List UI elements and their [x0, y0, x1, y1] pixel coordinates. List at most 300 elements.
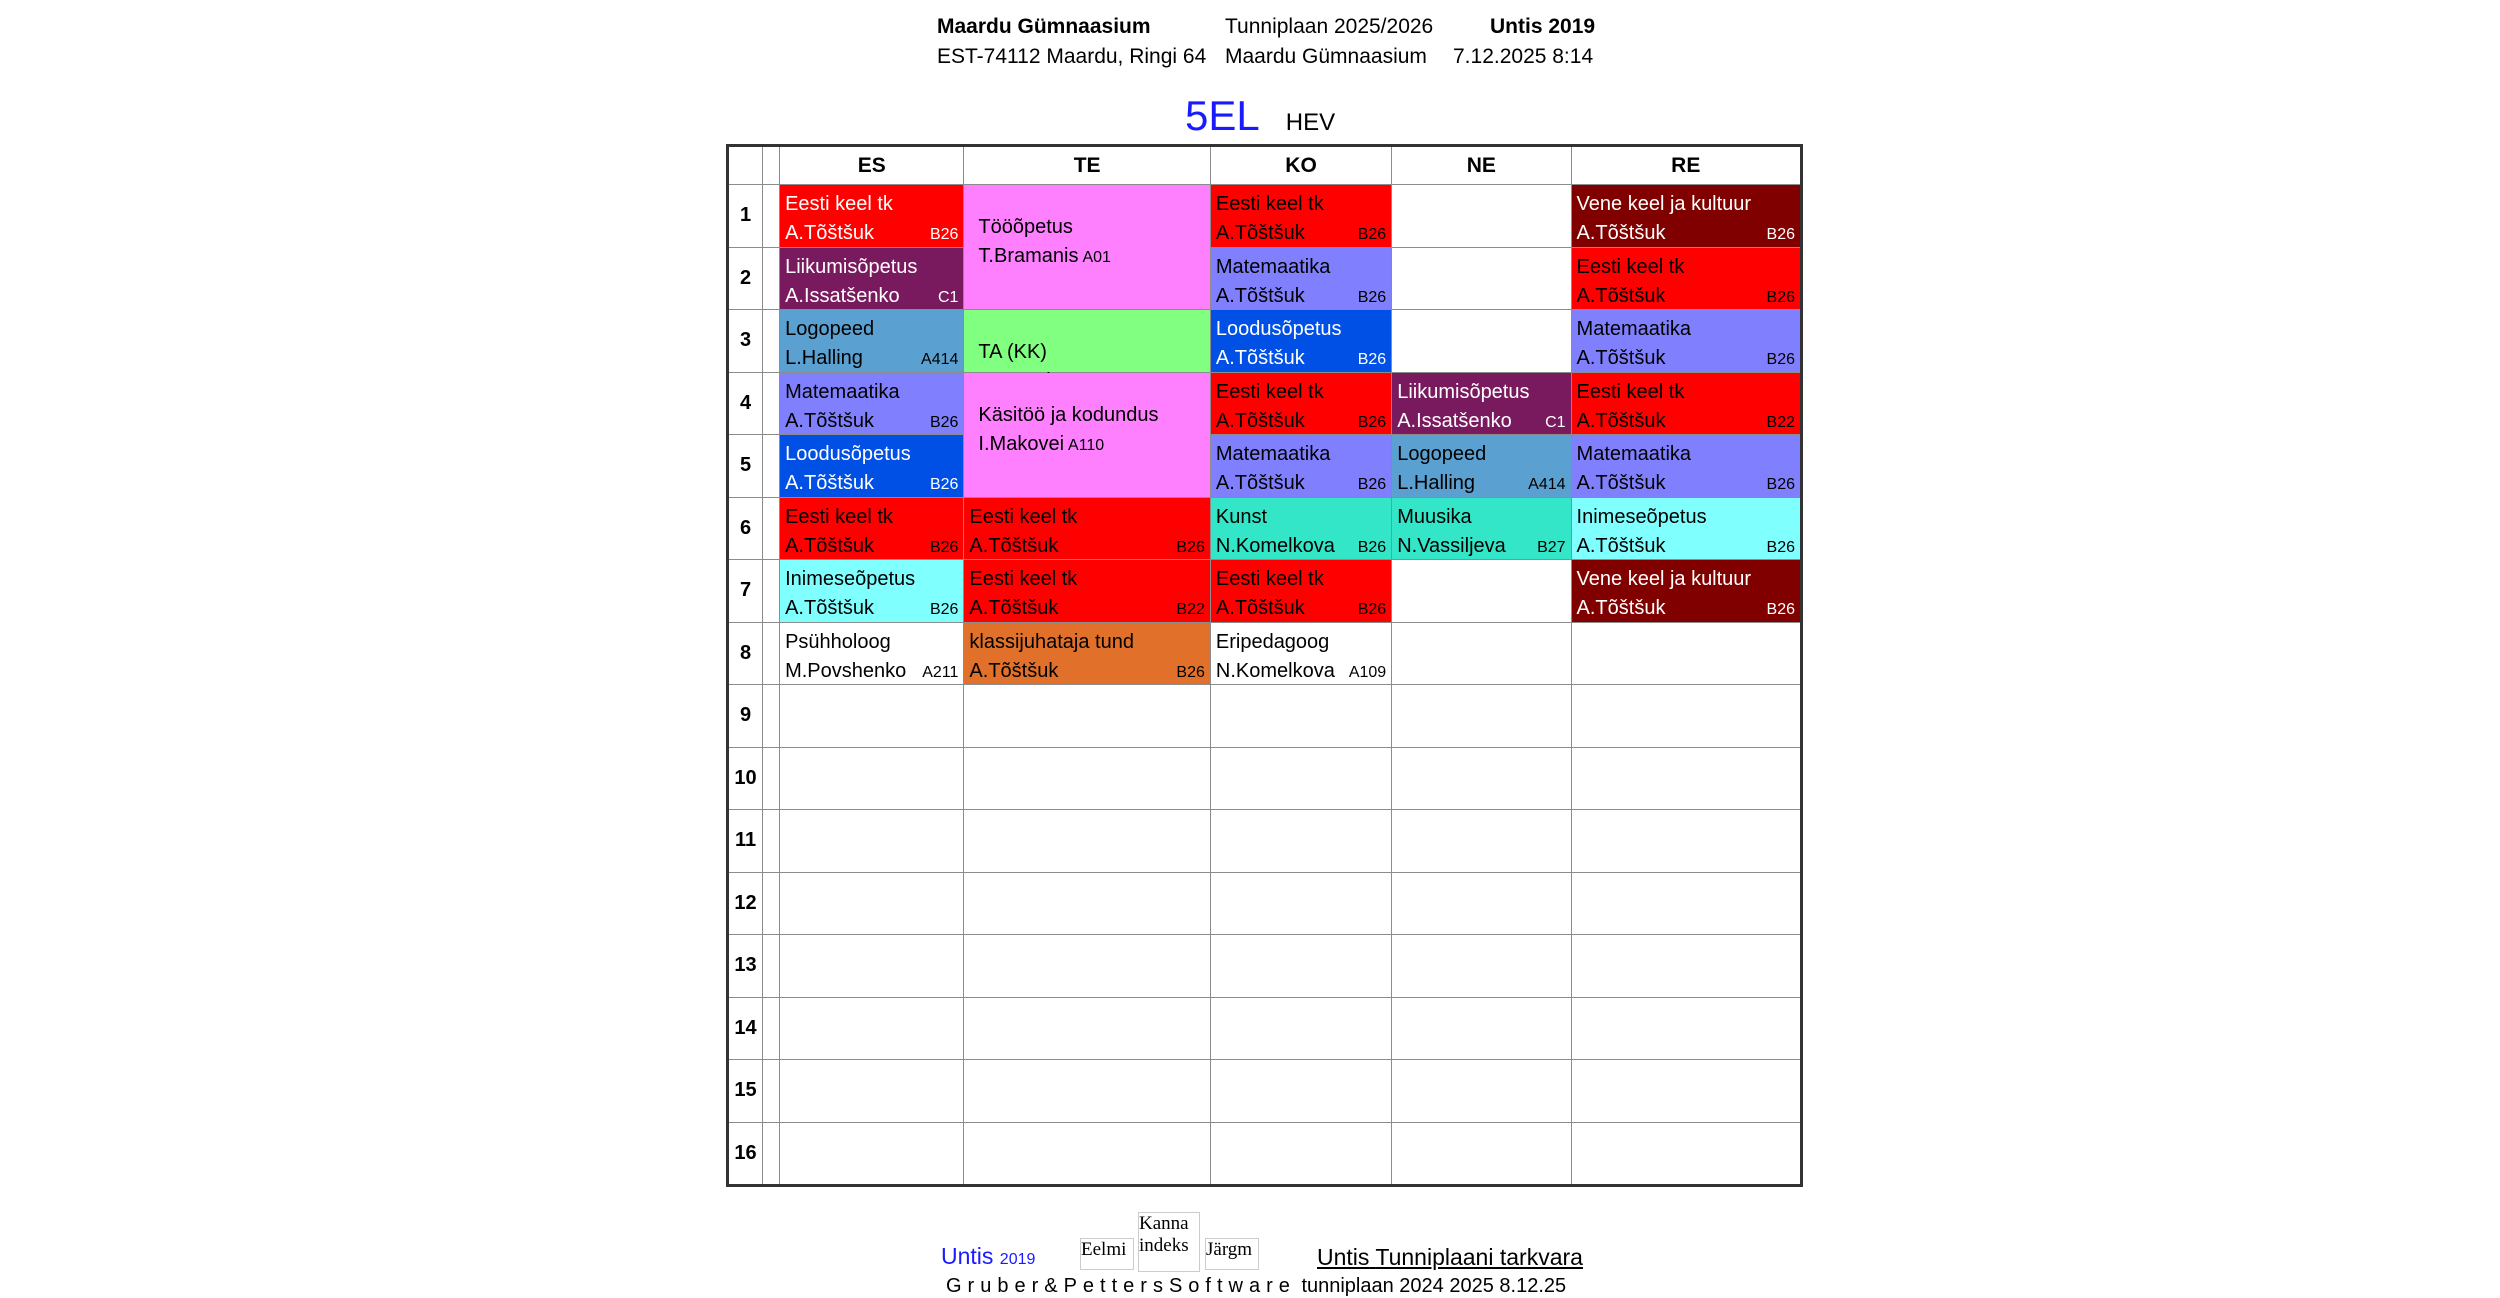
- timetable-cell: [1210, 747, 1391, 810]
- period-row: [728, 185, 1802, 248]
- timetable-cell: [780, 1122, 964, 1186]
- lesson-cell[interactable]: [1571, 185, 1801, 248]
- lesson-block: [780, 248, 963, 310]
- lesson-cell[interactable]: [1210, 310, 1391, 373]
- timetable-cell: [1210, 685, 1391, 748]
- lesson-teacher: A.Tõštšuk: [785, 472, 875, 494]
- period-spacer: [763, 685, 780, 748]
- timetable-cell: [780, 810, 964, 873]
- lesson-details: [1397, 532, 1565, 562]
- lesson-block: [1392, 435, 1570, 497]
- lesson-room: C1: [1545, 413, 1566, 431]
- untis-year: 2019: [999, 1251, 1036, 1268]
- lesson-cell[interactable]: [1210, 372, 1391, 435]
- lesson-teacher: A.Tõštšuk: [785, 222, 875, 244]
- day-header: KO: [1210, 146, 1391, 185]
- lesson-cell[interactable]: [780, 310, 964, 373]
- untis-name: Untis: [941, 1243, 994, 1269]
- lesson-cell[interactable]: [780, 560, 964, 623]
- period-number: 7: [728, 560, 763, 623]
- lesson-block: [1572, 560, 1800, 622]
- lesson-details: [1577, 532, 1795, 562]
- period-row: [728, 435, 1802, 498]
- link-text: Tunniplaani tarkvara: [1375, 1244, 1583, 1270]
- period-spacer: [763, 435, 780, 498]
- credit-company: Gruber&PettersSoftware: [946, 1275, 1296, 1297]
- timetable-cell: [1392, 622, 1571, 685]
- untis-label: [941, 1243, 1035, 1269]
- lesson-details: [1216, 469, 1386, 499]
- period-number: 1: [728, 185, 763, 248]
- timetable-cell: [1571, 872, 1801, 935]
- period-row: [728, 247, 1802, 310]
- lesson-block: [780, 373, 963, 435]
- lesson-block: [1211, 185, 1391, 247]
- lesson-teacher: A.Tõštšuk: [1576, 534, 1666, 557]
- lesson-details: [1216, 532, 1386, 562]
- period-row: [728, 1122, 1802, 1186]
- lesson-subject: Eesti keel tk: [785, 505, 893, 528]
- timetable-cell: [964, 997, 1210, 1060]
- timetable-cell: [1392, 247, 1571, 310]
- lesson-teacher: A.Tõštšuk: [969, 597, 1059, 619]
- period-spacer: [763, 1122, 780, 1186]
- lesson-cell[interactable]: [1210, 247, 1391, 310]
- lesson-cell[interactable]: [780, 497, 964, 560]
- lesson-subject: Matemaatika: [1215, 443, 1331, 465]
- lesson-details: [785, 532, 958, 562]
- period-spacer: [763, 810, 780, 873]
- timetable-cell: [1392, 560, 1571, 623]
- lesson-subject: Vene keel ja kultuur: [1576, 568, 1752, 590]
- lesson-details: [969, 594, 1204, 624]
- period-row: [728, 1060, 1802, 1123]
- timetable-cell: [964, 1060, 1210, 1123]
- school-name-2: Maardu Gümnaasium: [1225, 45, 1427, 68]
- lesson-cell[interactable]: [964, 310, 1210, 373]
- lesson-block: [1211, 623, 1391, 685]
- lesson-block: [780, 560, 963, 622]
- lesson-block: [1572, 435, 1800, 497]
- lesson-block: [780, 185, 963, 247]
- lesson-cell[interactable]: [780, 247, 964, 310]
- lesson-block: [1572, 373, 1800, 435]
- lesson-room: B26: [929, 413, 959, 431]
- class-name: 5EL: [1185, 92, 1260, 139]
- period-row: [728, 560, 1802, 623]
- lesson-room: B27: [1537, 538, 1566, 556]
- period-spacer: [763, 497, 780, 560]
- period-row: [728, 622, 1802, 685]
- period-number: 12: [728, 872, 763, 935]
- lesson-cell[interactable]: [780, 622, 964, 685]
- lesson-room: B26: [929, 476, 959, 493]
- lesson-teacher: A.Tõštšuk: [1215, 472, 1305, 494]
- lesson-details: [785, 657, 958, 687]
- timetable-cell: [1392, 1122, 1571, 1186]
- period-row: [728, 997, 1802, 1060]
- lesson-block: [1211, 248, 1391, 310]
- lesson-teacher: A.Tõštšuk: [1576, 347, 1666, 369]
- lesson-block: [964, 498, 1209, 560]
- timetable-cell: [1392, 1060, 1571, 1123]
- timetable-cell: [964, 935, 1210, 998]
- credit-line: [946, 1275, 1566, 1298]
- timetable-grid: [726, 144, 1803, 1187]
- lesson-block: [780, 498, 963, 560]
- day-header: ES: [780, 146, 964, 185]
- lesson-block: [1572, 185, 1800, 247]
- lesson-block: [780, 623, 963, 685]
- lesson-teacher: A.Issatšenko: [1397, 409, 1512, 432]
- lesson-subject: Logopeed: [1397, 443, 1487, 465]
- period-number: 16: [728, 1122, 763, 1186]
- timestamp: 7.12.2025 8:14: [1453, 45, 1594, 68]
- lesson-block: [780, 310, 963, 372]
- lesson-subject: klassijuhataja tund: [969, 630, 1134, 653]
- lesson-subject: Psühholoog: [785, 630, 891, 653]
- lesson-cell[interactable]: [964, 622, 1210, 685]
- lesson-details: [969, 532, 1204, 562]
- lesson-cell[interactable]: [964, 372, 1210, 497]
- lesson-subject: Matemaatika: [785, 380, 900, 403]
- credit-rest: tunniplaan 2024 2025 8.12.25: [1301, 1275, 1567, 1297]
- prev-image-alt: Eelmi: [1081, 1239, 1127, 1260]
- lesson-cell[interactable]: [780, 185, 964, 248]
- lesson-cell[interactable]: [1210, 497, 1391, 560]
- lesson-cell[interactable]: [1571, 372, 1801, 435]
- lesson-details: [1216, 219, 1386, 249]
- lesson-block: [964, 373, 1209, 497]
- lesson-cell[interactable]: [1571, 247, 1801, 310]
- lesson-subject: Logopeed: [785, 318, 875, 340]
- timetable-cell: [780, 997, 964, 1060]
- lesson-details: [1216, 282, 1386, 312]
- lesson-subject: Eesti keel tk: [969, 568, 1078, 590]
- lesson-room: B26: [1766, 601, 1795, 618]
- timetable-cell: [1392, 310, 1571, 373]
- timetable-cell: [1392, 872, 1571, 935]
- period-number: 9: [728, 685, 763, 748]
- lesson-subject: TA (KK): [978, 341, 1047, 363]
- period-row: [728, 747, 1802, 810]
- lesson-teacher: A.Tõštšuk: [1576, 597, 1666, 619]
- index-image-link[interactable]: [1138, 1212, 1200, 1272]
- lesson-details: [785, 594, 958, 624]
- lesson-subject: Eesti keel tk: [1215, 193, 1324, 215]
- lesson-details: [785, 344, 958, 374]
- lesson-teacher: A.Tõštšuk: [1576, 472, 1666, 494]
- lesson-teacher: L.Halling: [1397, 472, 1476, 494]
- lesson-details: [1577, 407, 1795, 437]
- period-row: [728, 310, 1802, 373]
- lesson-subject: Matemaatika: [1576, 318, 1692, 340]
- lesson-cell[interactable]: [1210, 622, 1391, 685]
- lesson-block: [964, 310, 1209, 372]
- lesson-details: [1577, 469, 1795, 499]
- lesson-details: [978, 430, 1204, 460]
- lesson-details: [785, 282, 958, 312]
- lesson-block: [1211, 373, 1391, 435]
- lesson-subject: Muusika: [1397, 505, 1472, 528]
- lesson-block: [1572, 310, 1800, 372]
- lesson-cell[interactable]: [1210, 560, 1391, 623]
- period-row: [728, 935, 1802, 998]
- lesson-details: [1577, 344, 1795, 374]
- timetable-cell: [964, 1122, 1210, 1186]
- lesson-room: B26: [929, 226, 959, 243]
- lesson-room: A414: [1528, 476, 1566, 493]
- lesson-cell[interactable]: [780, 372, 964, 435]
- period-spacer: [763, 935, 780, 998]
- period-number: 8: [728, 622, 763, 685]
- timetable-cell: [1392, 997, 1571, 1060]
- timetable-cell: [780, 747, 964, 810]
- lesson-details: [785, 469, 958, 499]
- lesson-subject: Inimeseõpetus: [785, 568, 916, 590]
- lesson-room: B26: [1766, 226, 1795, 243]
- lesson-teacher: M.Povshenko: [785, 659, 907, 682]
- lesson-block: [1572, 498, 1800, 560]
- period-row: [728, 872, 1802, 935]
- lesson-room: B22: [1176, 601, 1205, 618]
- lesson-teacher: A.Tõštšuk: [785, 597, 875, 619]
- lesson-block: [1392, 498, 1570, 560]
- period-spacer: [763, 872, 780, 935]
- footer-brand: [941, 1243, 1035, 1270]
- lesson-teacher: A.Tõštšuk: [969, 659, 1059, 682]
- period-number: 10: [728, 747, 763, 810]
- timetable-cell: [1571, 810, 1801, 873]
- lesson-details: [1397, 407, 1565, 437]
- lesson-details: [785, 407, 958, 437]
- lesson-subject: Eesti keel tk: [1215, 568, 1324, 590]
- index-image-alt: Kanna indeks: [1139, 1213, 1189, 1256]
- link-untis: Untis: [1317, 1244, 1370, 1270]
- lesson-subject: Matemaatika: [1576, 443, 1692, 465]
- lesson-subject: Loodusõpetus: [1215, 318, 1342, 340]
- lesson-room: A110: [1068, 436, 1105, 454]
- period-row: [728, 497, 1802, 560]
- lesson-room: B26: [1357, 538, 1387, 556]
- timetable-cell: [1571, 747, 1801, 810]
- timetable-cell: [1210, 997, 1391, 1060]
- period-row: [728, 810, 1802, 873]
- timetable-cell: [1392, 935, 1571, 998]
- lesson-teacher: A.Tõštšuk: [1215, 222, 1305, 244]
- timetable-cell: [1571, 935, 1801, 998]
- period-spacer: [763, 560, 780, 623]
- lesson-cell[interactable]: [1210, 185, 1391, 248]
- period-number: 2: [728, 247, 763, 310]
- day-header: TE: [964, 146, 1210, 185]
- lesson-room: B22: [1766, 413, 1795, 431]
- lesson-subject: Matemaatika: [1215, 255, 1331, 278]
- lesson-block: [1211, 498, 1391, 560]
- lesson-room: B26: [929, 601, 959, 618]
- period-spacer: [763, 1060, 780, 1123]
- lesson-room: B26: [1357, 226, 1387, 243]
- lesson-block: [964, 560, 1209, 622]
- timetable-cell: [1210, 1122, 1391, 1186]
- prev-image-link[interactable]: [1080, 1238, 1134, 1270]
- lesson-teacher: N.Komelkova: [1215, 534, 1335, 557]
- lesson-details: [1577, 219, 1795, 249]
- timetable-cell: [1210, 810, 1391, 873]
- lesson-teacher: I.Makovei: [978, 432, 1065, 455]
- period-number: 13: [728, 935, 763, 998]
- lesson-subject: Liikumisõpetus: [785, 255, 918, 278]
- period-spacer: [763, 185, 780, 248]
- lesson-teacher: A.Tõštšuk: [785, 409, 875, 432]
- timetable-cell: [1392, 685, 1571, 748]
- lesson-room: B26: [1766, 351, 1795, 368]
- period-number: 4: [728, 372, 763, 435]
- lesson-cell[interactable]: [1571, 310, 1801, 373]
- lesson-room: B26: [1766, 476, 1795, 493]
- lesson-cell[interactable]: [1571, 497, 1801, 560]
- lesson-details: [1216, 407, 1386, 437]
- timetable-cell: [964, 872, 1210, 935]
- period-spacer: [763, 997, 780, 1060]
- period-spacer: [763, 747, 780, 810]
- lesson-details: [1577, 594, 1795, 624]
- lesson-details: [1397, 469, 1565, 499]
- timetable-cell: [1392, 747, 1571, 810]
- lesson-room: B26: [1176, 663, 1205, 681]
- lesson-details: [1216, 344, 1386, 374]
- lesson-details: [1216, 594, 1386, 624]
- day-header: NE: [1392, 146, 1571, 185]
- lesson-room: A414: [921, 351, 959, 368]
- lesson-room: A109: [1348, 663, 1387, 681]
- lesson-details: [978, 242, 1204, 272]
- lesson-subject: Liikumisõpetus: [1397, 380, 1530, 403]
- class-subtitle: HEV: [1285, 109, 1336, 136]
- lesson-subject: Eripedagoog: [1215, 630, 1330, 653]
- lesson-subject: Tööõpetus: [978, 216, 1073, 238]
- period-number: 5: [728, 435, 763, 498]
- lesson-room: B26: [1357, 476, 1387, 493]
- timetable-cell: [1571, 1122, 1801, 1186]
- software-name: Untis 2019: [1490, 15, 1596, 38]
- day-header: RE: [1571, 146, 1801, 185]
- period-row: [728, 372, 1802, 435]
- lesson-cell[interactable]: [1392, 435, 1571, 498]
- lesson-teacher: A.Tõštšuk: [969, 534, 1059, 557]
- lesson-room: B26: [929, 538, 959, 556]
- corner-cell: [728, 146, 763, 185]
- lesson-teacher: A.Tõštšuk: [1576, 409, 1666, 432]
- lesson-cell[interactable]: [1392, 372, 1571, 435]
- lesson-room: B26: [1766, 538, 1795, 556]
- timetable-cell: [780, 872, 964, 935]
- lesson-teacher: A.Tõštšuk: [1576, 284, 1666, 307]
- period-number: 3: [728, 310, 763, 373]
- lesson-teacher: A.Tõštšuk: [1215, 597, 1305, 619]
- lesson-subject: Inimeseõpetus: [1576, 505, 1707, 528]
- timetable-cell: [780, 685, 964, 748]
- timetable-cell: [1392, 810, 1571, 873]
- timetable-cell: [780, 1060, 964, 1123]
- period-spacer: [763, 372, 780, 435]
- lesson-block: [964, 185, 1209, 309]
- lesson-subject: Vene keel ja kultuur: [1576, 193, 1752, 215]
- lesson-teacher: T.Bramanis: [978, 245, 1079, 267]
- lesson-details: [969, 657, 1204, 687]
- lesson-subject: Eesti keel tk: [1576, 380, 1685, 403]
- timetable-cell: [1571, 622, 1801, 685]
- timetable-cell: [1210, 872, 1391, 935]
- lesson-block: [1211, 560, 1391, 622]
- lesson-cell[interactable]: [780, 435, 964, 498]
- timetable-cell: [1571, 685, 1801, 748]
- lesson-cell[interactable]: [1210, 435, 1391, 498]
- lesson-subject: Eesti keel tk: [1215, 380, 1324, 403]
- lesson-block: [780, 435, 963, 497]
- lesson-teacher: A.Tõštšuk: [785, 534, 875, 557]
- period-number: 6: [728, 497, 763, 560]
- timetable-title: [1185, 92, 1335, 140]
- lesson-cell[interactable]: [1392, 497, 1571, 560]
- lesson-teacher: A.Issatšenko: [785, 284, 900, 307]
- lesson-cell[interactable]: [964, 497, 1210, 560]
- timetable-cell: [1392, 185, 1571, 248]
- lesson-subject: Eesti keel tk: [785, 193, 893, 215]
- lesson-cell[interactable]: [964, 185, 1210, 310]
- day-header-row: [728, 146, 1802, 185]
- lesson-room: C1: [937, 288, 959, 306]
- plan-title: Tunniplaan 2025/2026: [1225, 15, 1434, 38]
- next-image-link[interactable]: [1205, 1238, 1259, 1270]
- school-name: Maardu Gümnaasium: [937, 15, 1151, 38]
- period-spacer: [763, 247, 780, 310]
- lesson-teacher: A.Tõštšuk: [1576, 222, 1666, 244]
- lesson-block: [1572, 248, 1800, 310]
- timetable-cell: [1210, 1060, 1391, 1123]
- timetable-cell: [780, 935, 964, 998]
- school-address: EST-74112 Maardu, Ringi 64: [937, 45, 1207, 68]
- lesson-subject: Eesti keel tk: [1576, 255, 1685, 278]
- lesson-cell[interactable]: [1571, 435, 1801, 498]
- lesson-room: B26: [1357, 351, 1387, 368]
- timetable-cell: [1210, 935, 1391, 998]
- lesson-block: [964, 623, 1209, 685]
- timetable-cell: [1571, 997, 1801, 1060]
- lesson-teacher: N.Vassiljeva: [1397, 534, 1506, 557]
- next-image-alt: Järgm: [1206, 1239, 1253, 1260]
- lesson-details: [785, 219, 958, 249]
- lesson-room: B26: [1766, 288, 1795, 306]
- lesson-cell[interactable]: [964, 560, 1210, 623]
- lesson-room: A01: [1082, 249, 1111, 266]
- period-spacer: [763, 310, 780, 373]
- period-number: 11: [728, 810, 763, 873]
- untis-software-link[interactable]: [1317, 1244, 1583, 1271]
- lesson-subject: Loodusõpetus: [785, 443, 911, 465]
- lesson-teacher: N.Komelkova: [1215, 659, 1335, 682]
- period-number: 14: [728, 997, 763, 1060]
- timetable-cell: [964, 685, 1210, 748]
- lesson-cell[interactable]: [1571, 560, 1801, 623]
- lesson-block: [1211, 310, 1391, 372]
- timetable-cell: [964, 747, 1210, 810]
- lesson-block: [1211, 435, 1391, 497]
- lesson-subject: Kunst: [1215, 505, 1268, 528]
- lesson-subject: Käsitöö ja kodundus: [978, 403, 1159, 426]
- lesson-details: [1577, 282, 1795, 312]
- corner-cell-2: [763, 146, 780, 185]
